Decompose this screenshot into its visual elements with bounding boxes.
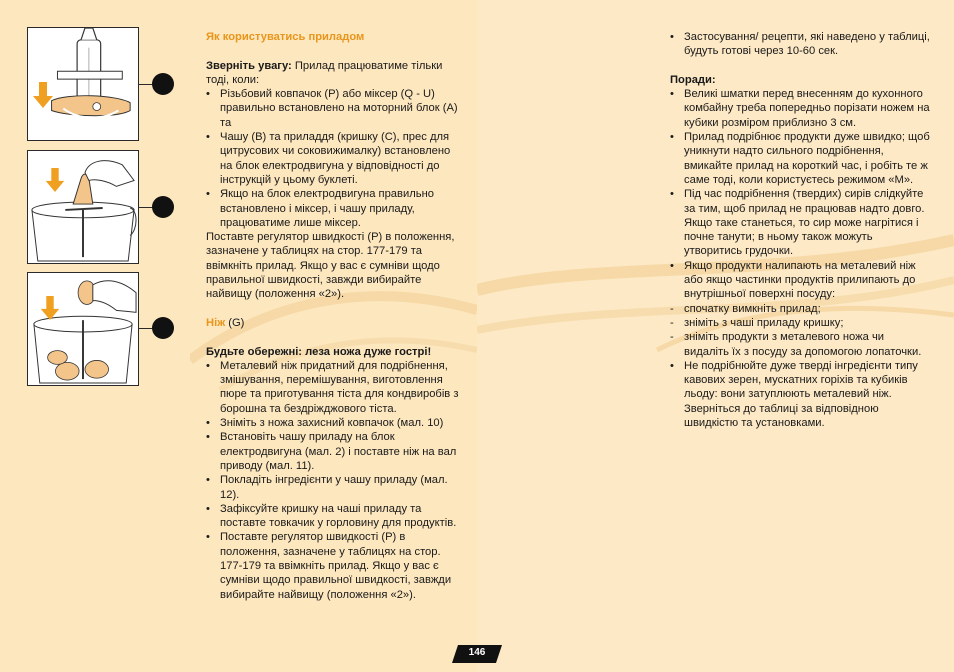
- list-marker: •: [206, 474, 210, 487]
- black-dot-marker: [152, 196, 174, 218]
- list-item: [670, 187, 930, 258]
- list-marker: •: [670, 359, 674, 372]
- attention-lead: Зверніть увагу:: [206, 59, 292, 72]
- attention-text: Прилад працюватиме тільки тоді, коли:: [206, 59, 443, 86]
- speed-paragraph: Поставте регулятор швидкості (P) в положення, зазначене у таблицях на стор. 177-179 та ввімкніть прилад. Якщо у вас є сумніви щодо правильної швидкості, завжди вибирайте найвищу (положення «2»).: [206, 231, 455, 301]
- list-item-text: Великі шматки перед внесенням до кухонного комбайну треба попередньо порізати ножем на кубики розміром приблизно 3 см.: [684, 88, 930, 129]
- list-item: [670, 302, 930, 316]
- list-item-text: Чашу (B) та приладдя (кришку (C), прес для цитрусових чи соковижималку) встановлено на блок електродвигуна у відповідності до інструкцій у цьому буклеті.: [220, 131, 451, 186]
- list-item: • Застосування/ рецепти, які наведено у таблиці, будуть готові через 10-60 сек.: [670, 31, 930, 58]
- list-marker: •: [670, 131, 674, 144]
- list-item: [670, 330, 930, 359]
- attention-paragraph: [206, 59, 464, 88]
- list-item-text: Різьбовий ковпачок (P) або міксер (Q - U) правильно встановлено на моторний блок (A) та: [220, 88, 458, 129]
- down-arrow-icon: [40, 296, 60, 320]
- list-item-text: Поставте регулятор швидкості (P) в положення, зазначене у таблицях на стор. 177-179 та ввімкніть прилад. Якщо у вас є сумніви щодо правильної швидкості, завжди вибирайте найвищу (положення «2»).: [220, 531, 452, 601]
- list-marker: •: [206, 359, 210, 372]
- tips-column: [670, 30, 930, 430]
- list-item-text: Покладіть інгредієнти у чашу приладу (мал. 12).: [220, 474, 448, 501]
- list-marker: •: [206, 431, 210, 444]
- instructions-column: [206, 30, 464, 602]
- tips-heading: Поради:: [670, 73, 716, 86]
- connector-line: [139, 84, 153, 85]
- list-item: [670, 316, 930, 330]
- knife-heading-suffix: (G): [225, 316, 245, 329]
- list-item: [670, 130, 930, 187]
- page-number: 146: [468, 647, 486, 658]
- list-marker: •: [206, 417, 210, 430]
- list-marker: •: [206, 531, 210, 544]
- list-item-text: Прилад подрібнює продукти дуже швидко; щоб уникнути надто сильного подрібнення, вмикайте прилад на короткий час, і робіть те ж саме тоді, коли користуєтесь режимом «M».: [684, 131, 930, 186]
- black-dot-marker: [152, 317, 174, 339]
- page-number-badge: [452, 645, 502, 663]
- list-item: [206, 502, 464, 531]
- list-marker: -: [670, 316, 674, 329]
- connector-line: [139, 328, 153, 329]
- list-marker: •: [206, 502, 210, 515]
- section-heading: Як користуватись приладом: [206, 31, 365, 43]
- list-item: [206, 430, 464, 473]
- list-item-text: Металевий ніж придатний для подрібнення, змішування, перемішування, виготовлення пюре та приготування тіста для кондвиробів з борошна та бездріжджового тіста.: [220, 359, 459, 415]
- list-item-text: Якщо на блок електродвигуна правильно встановлено і міксер, і чашу приладу, працюватиме лише міксер.: [220, 188, 434, 229]
- down-arrow-icon: [45, 168, 65, 192]
- list-item-text: Якщо продукти налипають на металевий ніж або якщо частинки продуктів прилипають до внутрішньої поверхні посуду:: [684, 259, 916, 301]
- list-item: [670, 359, 930, 430]
- list-item: • Якщо на блок електродвигуна правильно встановлено і міксер, і чашу приладу, працюватиме лише міксер.: [206, 188, 434, 229]
- illustration-add-ingredients: [27, 272, 139, 386]
- list-item: • Чашу (B) та приладдя (кришку (C), прес для цитрусових чи соковижималку) встановлено на блок електродвигуна у відповідності до інструкцій у цьому буклеті.: [206, 131, 451, 186]
- list-item-text: спочатку вимкніть прилад;: [684, 302, 821, 315]
- knife-bullet-list: [206, 359, 464, 602]
- list-marker: •: [670, 88, 674, 101]
- tips-list: [670, 87, 930, 430]
- list-item: [206, 530, 464, 601]
- list-marker: •: [670, 188, 674, 201]
- warning-text: Будьте обережні: леза ножа дуже гострі!: [206, 345, 432, 358]
- connector-line: [139, 207, 153, 208]
- knife-heading-label: Ніж: [206, 316, 226, 329]
- illustration-knife-insert: [27, 150, 139, 264]
- list-item-text: Зніміть з ножа захисний ковпачок (мал. 10): [220, 417, 444, 430]
- list-item: [206, 416, 464, 430]
- list-item-text: Встановіть чашу приладу на блок електродвигуна (мал. 2) і поставте ніж на вал приводу (мал. 11).: [220, 431, 457, 472]
- list-item: [206, 359, 464, 416]
- list-item-text: зніміть продукти з металевого ножа чи видаліть їх з посуду за допомогою лопаточки.: [684, 331, 922, 358]
- list-item-text: Зафіксуйте кришку на чаші приладу та поставте товкачик у горловину для продуктів.: [220, 502, 457, 530]
- list-marker: •: [670, 259, 674, 272]
- knife-heading: [206, 316, 464, 330]
- list-item: • Різьбовий ковпачок (P) або міксер (Q - U) правильно встановлено на моторний блок (A) та: [206, 88, 458, 129]
- list-marker: -: [670, 331, 674, 344]
- list-item-text: зніміть з чаші приладу кришку;: [684, 316, 844, 329]
- list-item-text: Не подрібнюйте дуже тверді інгредієнти типу кавових зерен, мускатних горіхів та кубиків льоду: вони затуплюють металевий ніж. Зверніться до таблиці за відповідною швидкістю та установками.: [684, 359, 918, 430]
- list-item: [206, 473, 464, 502]
- list-marker: -: [670, 302, 674, 315]
- list-item-text: Під час подрібнення (твердих) сирів слідкуйте за тим, щоб прилад не працював надто довго. Якщо таке станеться, то сир може нагрітися і почне танути; в ньому також можуть утворитись грудочки.: [684, 188, 925, 258]
- list-item: [670, 87, 930, 130]
- list-item: [670, 259, 930, 302]
- list-item-text: Застосування/ рецепти, які наведено у таблиці, будуть готові через 10-60 сек.: [684, 31, 930, 58]
- black-dot-marker: [152, 73, 174, 95]
- down-arrow-icon: [33, 82, 53, 108]
